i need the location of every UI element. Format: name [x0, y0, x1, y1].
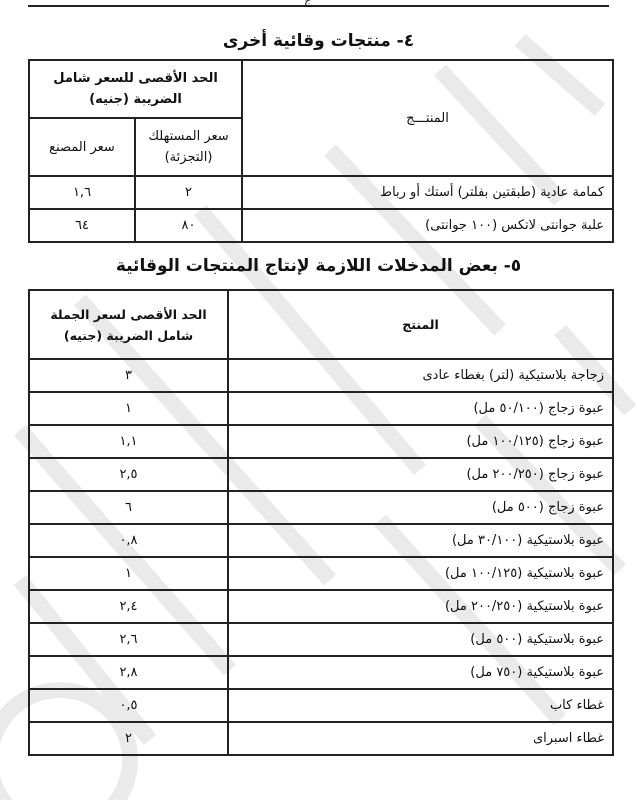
section5-title: ٥- بعض المدخلات اللازمة لإنتاج المنتجات الوقائية	[115, 256, 522, 276]
max-price-header: الحد الأقصى لسعر الجملة شامل الضريبة (جنيه)	[29, 290, 228, 359]
product-header: المنتج	[228, 290, 613, 359]
table-row	[29, 656, 613, 689]
price-cell: ١,١	[29, 425, 228, 458]
product-cell: عبوة زجاج (٥٠/١٠٠ مل)	[228, 392, 613, 425]
table-row	[29, 689, 613, 722]
table-row	[29, 458, 613, 491]
section5-table	[28, 289, 614, 756]
product-cell: عبوة بلاستيكية (٢٠٠/٢٥٠ مل)	[228, 590, 613, 623]
price-cell: ٢,٦	[29, 623, 228, 656]
price-cell: ٢,٤	[29, 590, 228, 623]
price-cell: ١	[29, 392, 228, 425]
product-cell: كمامة عادية (طبقتين بفلتر) أستك أو رباط	[242, 176, 613, 209]
table-row	[29, 590, 613, 623]
product-cell: زجاجة بلاستيكية (لتر) بغطاء عادى	[228, 359, 613, 392]
price-cell: ١	[29, 557, 228, 590]
price-cell: ٢,٥	[29, 458, 228, 491]
price-cell: ٦	[29, 491, 228, 524]
consumer-price-header: سعر المستهلك (التجزئة)	[135, 118, 242, 176]
consumer-price-cell: ٢	[135, 176, 242, 209]
section4-title: ٤- منتجات وقائية أخرى	[222, 31, 415, 51]
table-row	[29, 425, 613, 458]
factory-price-cell: ١,٦	[29, 176, 135, 209]
product-cell: عبوة بلاستيكية (٧٥٠ مل)	[228, 656, 613, 689]
table-row	[29, 392, 613, 425]
product-cell: عبوة بلاستيكية (٥٠٠ مل)	[228, 623, 613, 656]
factory-price-cell: ٦٤	[29, 209, 135, 242]
section4-table	[28, 59, 614, 243]
price-cell: ٢	[29, 722, 228, 755]
factory-price-header: سعر المصنع	[29, 118, 135, 176]
top-fragment-text: ج	[304, 0, 312, 7]
table-row	[29, 524, 613, 557]
table-row	[29, 722, 613, 755]
price-cell: ٢,٨	[29, 656, 228, 689]
table-row	[29, 623, 613, 656]
product-header: المنتـــج	[242, 60, 613, 176]
consumer-price-cell: ٨٠	[135, 209, 242, 242]
table-header-row	[29, 290, 613, 359]
price-cell: ٠,٨	[29, 524, 228, 557]
product-cell: عبوة بلاستيكية (١٠٠/١٢٥ مل)	[228, 557, 613, 590]
product-cell: غطاء اسبراى	[228, 722, 613, 755]
product-cell: عبوة زجاج (١٠٠/١٢٥ مل)	[228, 425, 613, 458]
max-price-header: الحد الأقصى للسعر شامل الضريبة (جنيه)	[29, 60, 242, 118]
table-row	[29, 209, 613, 242]
top-rule	[28, 5, 609, 7]
table-row	[29, 491, 613, 524]
product-cell: عبوة زجاج (٢٠٠/٢٥٠ مل)	[228, 458, 613, 491]
table-row	[29, 359, 613, 392]
price-cell: ٠,٥	[29, 689, 228, 722]
product-cell: عبوة زجاج (٥٠٠ مل)	[228, 491, 613, 524]
product-cell: علبة جوانتى لاتكس (١٠٠ جوانتى)	[242, 209, 613, 242]
price-cell: ٣	[29, 359, 228, 392]
product-cell: عبوة بلاستيكية (٣٠/١٠٠ مل)	[228, 524, 613, 557]
table-row	[29, 176, 613, 209]
product-cell: غطاء كاب	[228, 689, 613, 722]
table-row	[29, 557, 613, 590]
table-header-row	[29, 60, 613, 118]
